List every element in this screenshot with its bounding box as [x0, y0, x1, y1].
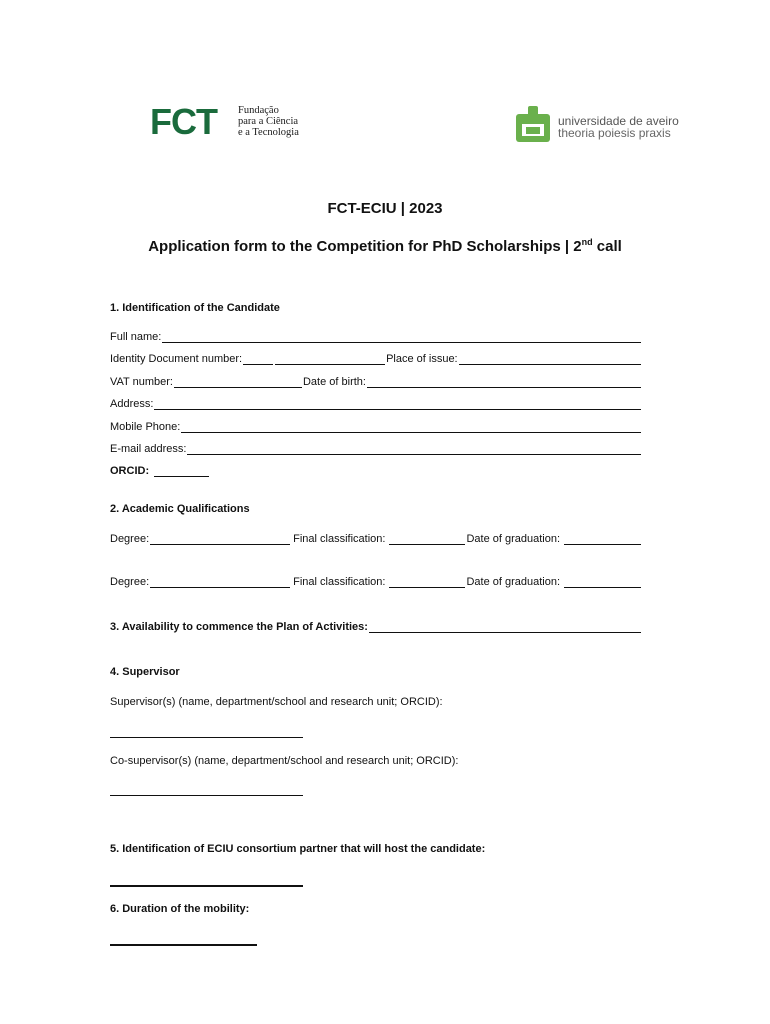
orcid-field[interactable]: [154, 465, 209, 477]
subtitle-ordinal: nd: [581, 237, 593, 247]
full-name-label: Full name:: [110, 331, 162, 343]
mobile-label: Mobile Phone:: [110, 421, 181, 433]
cosupervisor-field[interactable]: [110, 795, 303, 796]
section6-heading: 6. Duration of the mobility:: [110, 903, 250, 915]
place-issue-field[interactable]: [459, 353, 641, 365]
mobile-field[interactable]: [181, 421, 641, 433]
degree-field[interactable]: [150, 576, 290, 588]
fct-logo-mark: FCT: [150, 101, 217, 142]
id-doc-label: Identity Document number:: [110, 353, 243, 365]
full-name-row: [110, 331, 642, 343]
mobile-row: [110, 421, 642, 433]
document-subtitle: [0, 237, 770, 255]
section5-heading: 5. Identification of ECIU consortium partner that will host the candidate:: [110, 843, 486, 855]
address-label: Address:: [110, 398, 154, 410]
ua-logo-text: [558, 115, 679, 139]
address-row: [110, 398, 642, 410]
availability-row: [110, 621, 642, 633]
final-class-label: Final classification:: [293, 533, 386, 545]
final-class-field[interactable]: [389, 576, 465, 588]
dob-label: Date of birth:: [302, 376, 366, 388]
final-class-field[interactable]: [389, 533, 465, 545]
vat-field[interactable]: [174, 376, 302, 388]
degree-row-1: [110, 533, 642, 545]
place-issue-label: Place of issue:: [386, 353, 458, 365]
section3-heading: 3. Availability to commence the Plan of Activities:: [110, 621, 368, 633]
section1-heading: 1. Identification of the Candidate: [110, 302, 280, 314]
availability-field[interactable]: [369, 621, 641, 633]
ua-logo-icon: [516, 106, 550, 142]
orcid-label: ORCID:: [110, 465, 150, 477]
final-class-label: Final classification:: [293, 576, 386, 588]
email-label: E-mail address:: [110, 443, 187, 455]
document-title: FCT-ECIU | 2023: [327, 200, 443, 217]
grad-date-label: Date of graduation:: [466, 533, 561, 545]
grad-date-label: Date of graduation:: [466, 576, 561, 588]
subtitle-suffix: call: [592, 238, 622, 255]
degree-label: Degree:: [110, 533, 150, 545]
ua-logo-line: theoria poiesis praxis: [558, 126, 671, 140]
fct-logo-line: para a Ciência: [238, 116, 299, 127]
degree-field[interactable]: [150, 533, 290, 545]
section2-heading: 2. Academic Qualifications: [110, 503, 250, 515]
degree-label: Degree:: [110, 576, 150, 588]
fct-logo-line: e a Tecnologia: [238, 127, 299, 138]
id-doc-number-field[interactable]: [275, 353, 385, 365]
degree-row-2: [110, 576, 642, 588]
grad-date-field[interactable]: [564, 533, 641, 545]
grad-date-field[interactable]: [564, 576, 641, 588]
id-doc-row: [110, 353, 642, 365]
eciu-partner-field[interactable]: [110, 885, 303, 887]
ua-logo-line: universidade de aveiro: [558, 114, 679, 128]
vat-label: VAT number:: [110, 376, 173, 388]
vat-row: [110, 376, 642, 388]
address-field[interactable]: [154, 398, 641, 410]
supervisor-label: Supervisor(s) (name, department/school and research unit; ORCID):: [110, 696, 443, 708]
section4-heading: 4. Supervisor: [110, 666, 180, 678]
email-field[interactable]: [187, 443, 641, 455]
fct-logo-text: [238, 105, 299, 138]
email-row: [110, 443, 642, 455]
mobility-duration-field[interactable]: [110, 944, 257, 946]
full-name-field[interactable]: [162, 331, 641, 343]
id-doc-type-field[interactable]: [243, 353, 273, 365]
supervisor-field[interactable]: [110, 737, 303, 738]
fct-logo-line: Fundação: [238, 105, 279, 116]
cosupervisor-label: Co-supervisor(s) (name, department/school and research unit; ORCID):: [110, 755, 459, 767]
orcid-row: [110, 465, 310, 477]
dob-field[interactable]: [367, 376, 641, 388]
subtitle-text: Application form to the Competition for PhD Scholarships | 2: [148, 238, 582, 255]
